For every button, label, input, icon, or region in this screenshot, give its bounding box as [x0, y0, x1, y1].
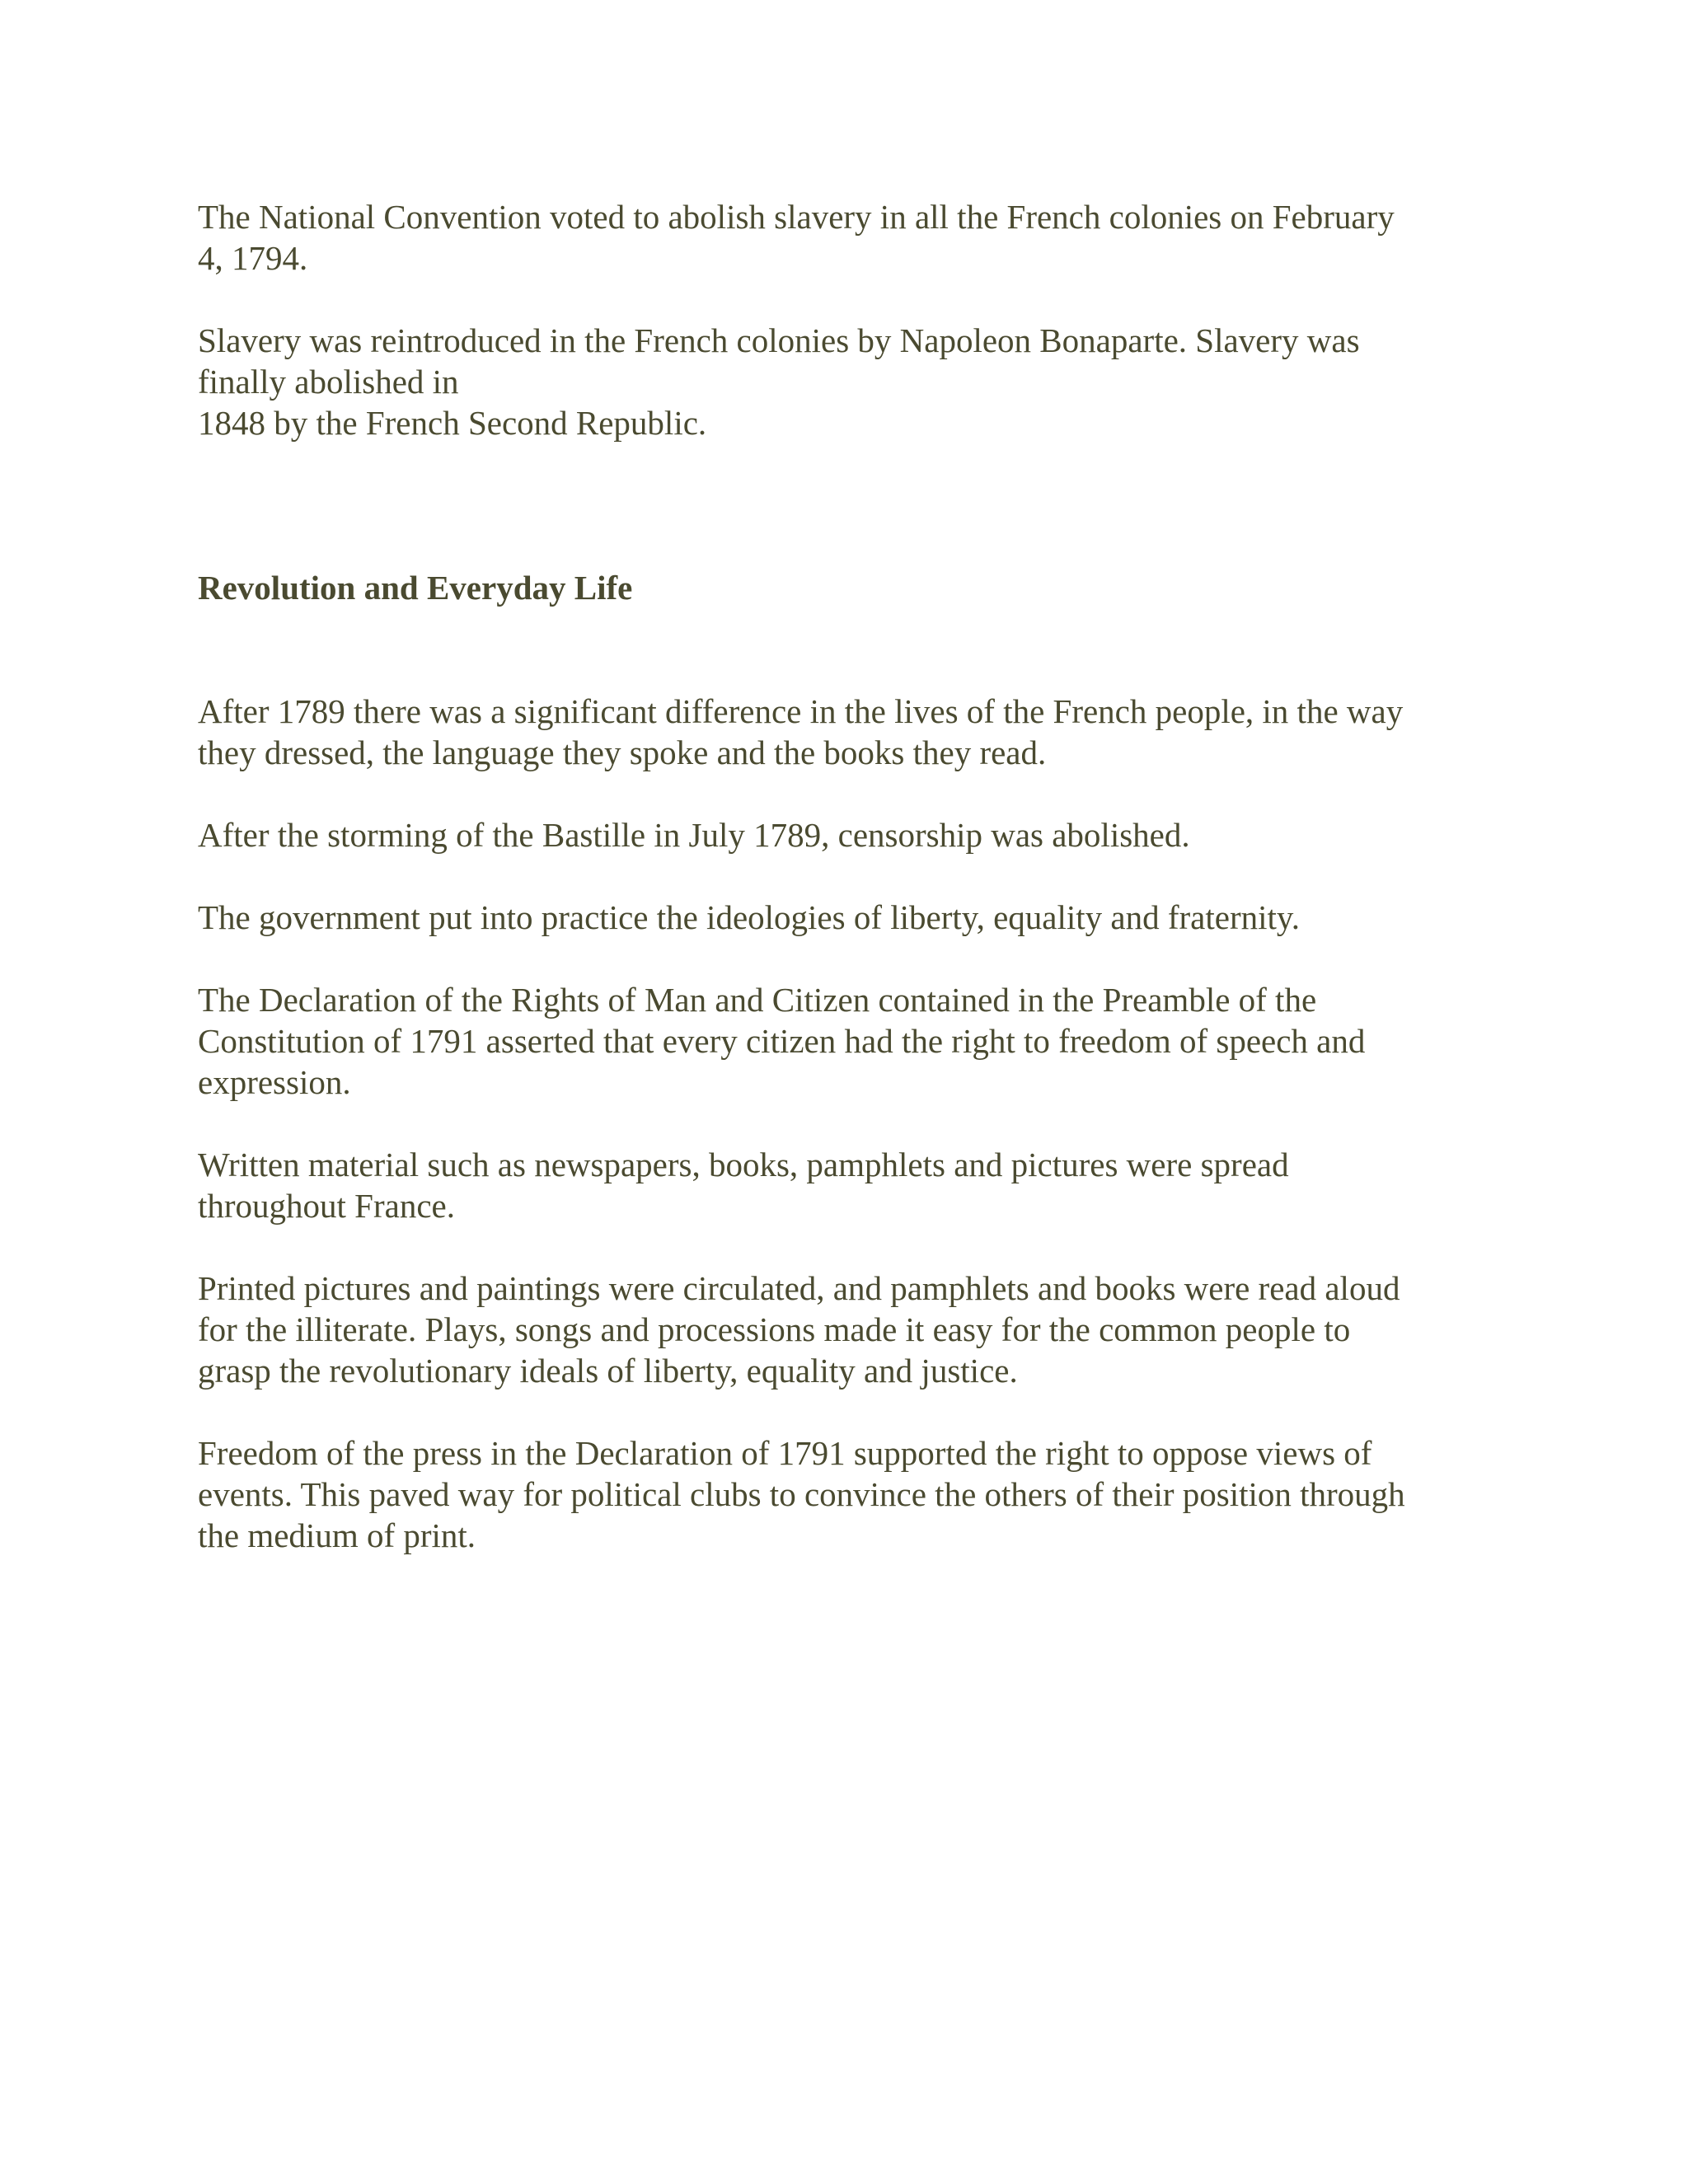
text-line: events. This paved way for political clubs to convince the others of their position through — [198, 1475, 1405, 1513]
text-line: The National Convention voted to abolish slavery in all the French colonies on February — [198, 198, 1395, 236]
text-line: Written material such as newspapers, books, pamphlets and pictures were spread — [198, 1146, 1289, 1183]
text-line: Freedom of the press in the Declaration of 1791 supported the right to oppose views of — [198, 1434, 1372, 1472]
paragraph-slavery-reintroduced — [198, 320, 1484, 443]
paragraph-after-1789 — [198, 691, 1484, 773]
text-line: Printed pictures and paintings were circulated, and pamphlets and books were read aloud — [198, 1269, 1400, 1307]
text-line: finally abolished in — [198, 363, 459, 401]
text-line: 1848 by the French Second Republic. — [198, 404, 707, 442]
text-line: they dressed, the language they spoke and the books they read. — [198, 733, 1047, 771]
paragraph-declaration — [198, 979, 1484, 1103]
text-line: Constitution of 1791 asserted that every citizen had the right to freedom of speech and — [198, 1022, 1366, 1060]
paragraph-freedom-of-press — [198, 1432, 1484, 1556]
document-page — [198, 196, 1484, 1556]
paragraph-bastille — [198, 814, 1484, 855]
section-heading: Revolution and Everyday Life — [198, 569, 633, 607]
paragraph-printed-pictures — [198, 1268, 1484, 1391]
paragraph-abolition-1794 — [198, 196, 1484, 279]
text-line: the medium of print. — [198, 1516, 476, 1554]
text-line: After 1789 there was a significant difference in the lives of the French people, in the way — [198, 692, 1404, 730]
text-line: The Declaration of the Rights of Man and Citizen contained in the Preamble of the — [198, 981, 1317, 1019]
paragraph-written-material — [198, 1144, 1484, 1226]
paragraph-ideologies — [198, 897, 1484, 938]
text-line: The government put into practice the ideologies of liberty, equality and fraternity. — [198, 898, 1300, 936]
text-line: for the illiterate. Plays, songs and processions made it easy for the common people to — [198, 1310, 1351, 1348]
text-line: 4, 1794. — [198, 239, 308, 277]
text-line: grasp the revolutionary ideals of liberty, equality and justice. — [198, 1352, 1018, 1390]
text-line: throughout France. — [198, 1187, 455, 1225]
text-line: After the storming of the Bastille in July 1789, censorship was abolished. — [198, 816, 1190, 854]
text-line: Slavery was reintroduced in the French colonies by Napoleon Bonaparte. Slavery was — [198, 321, 1360, 359]
text-line: expression. — [198, 1063, 351, 1101]
